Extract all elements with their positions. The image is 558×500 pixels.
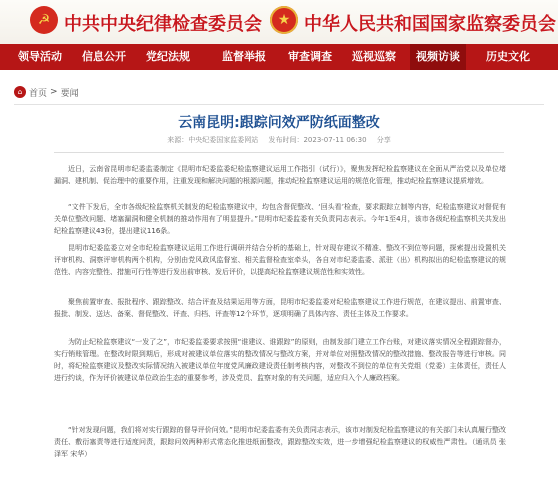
nav-item-inspection[interactable]: 巡视巡察: [352, 50, 396, 63]
article-source: 来源：中央纪委国家监委网站: [167, 136, 259, 144]
article-title: 云南昆明:跟踪问效严防纸面整改: [178, 115, 380, 131]
nav-item-disclosure[interactable]: 信息公开: [82, 50, 126, 63]
article-paragraph-6: “针对发现问题，我们将对实行跟踪的督导评价问效。”昆明市纪委监委有关负责同志表示，该市对制发纪检监察建议的有关部门未认真履行整改责任、敷衍塞责等进行适度问责，跟踪问效两种形式常态化推进纸面整改，跟踪整改实效，进一步增强纪检监察建议的权威性严肃性。（通讯员 张泽军 宋华）: [54, 426, 506, 458]
article-paragraph-3: 昆明市纪委监委立对全市纪检监察建议运用工作进行调研并结合分析的基础上，针对现存建议不精准、整改不到位等问题，探索提出设置机关评审机构、洞察评审机构两个机构，分别由党风政风监督室、相关监督检查室牵头，各自对市纪委监委、派驻（出）机构拟出的纪检监察建议的规范性、内容完整性、措施可行性等进行发出前审核、发后评价，以提高纪检监察建议规范性和实效性。: [54, 244, 506, 276]
main-nav: [0, 44, 558, 70]
article-paragraph-5: 为防止纪检监察建议“一发了之”，市纪委监委要求按照“谁建议、谁跟踪”的原则，由制发部门建立工作台账，对建议落实情况全程跟踪督办，实行销账管理。在整改时限到期后，形成对被建议单位落实的整改情况与整改方案，并对单位对照整改情况的整改措施、整改报告等进行审核。同时，将纪检监察建议及整改实际情况纳入被建议单位年度党风廉政建设责任制考核内容，对整改不到位的单位有关党组（党委）主体责任，责任人进行约谈，作为评价被建议单位政治生态的重要参考，涉及党员、监察对象的有关问题，适应归入个人廉政档案。: [54, 338, 506, 382]
article-meta: [0, 135, 558, 145]
home-icon[interactable]: ⌂: [14, 86, 26, 98]
title-divider: [54, 152, 504, 153]
cpc-emblem-icon[interactable]: ☭: [30, 6, 58, 34]
article-date: 发布时间：2023-07-11 06:30: [268, 136, 367, 144]
article-paragraph-2: “文件下发后，全市各级纪检监察机关制发的纪检监察建议中，均包含督促整改、‘回头看’检查，要求跟踪立制等内容，纪检监察建议对督促有关单位整改问题、堵塞漏洞和健全机制的推动作用有了明显提升。”昆明市纪委监委有关负责同志表示。今年1至4月，该市各级纪检监察机关共发出纪检监察建议43份，提出建议116条。: [54, 203, 506, 235]
breadcrumb: [14, 84, 79, 100]
nav-item-leadership[interactable]: 领导活动: [18, 50, 62, 63]
masthead: [0, 0, 558, 44]
national-emblem-icon[interactable]: ★: [270, 6, 298, 34]
breadcrumb-home[interactable]: 首页: [29, 88, 48, 99]
ccdi-title[interactable]: 中共中央纪律检查委员会: [64, 14, 262, 35]
share-link[interactable]: 分享: [376, 136, 391, 144]
nav-item-reporting[interactable]: 监督举报: [222, 50, 266, 63]
article-paragraph-4: 聚焦前置审查、报批程序、跟踪整改、结合评查及结果运用等方面，昆明市纪委监委对纪检监察建议工作进行规范，在建议提出、前置审查、报批、制发、送达、备案、督促整改、评查、归档、评查等12个环节，逐项明确了具体内容、责任主体及工作要求。: [54, 298, 506, 318]
breadcrumb-section[interactable]: 要闻: [60, 88, 79, 99]
nsc-title[interactable]: 中华人民共和国国家监察委员会: [304, 14, 556, 35]
nav-item-regulations[interactable]: 党纪法规: [146, 50, 190, 63]
nav-item-video[interactable]: 视频访谈: [410, 44, 466, 70]
nav-item-history[interactable]: 历史文化: [486, 50, 530, 63]
nav-item-investigation[interactable]: 审查调查: [288, 50, 332, 63]
article-paragraph-1: 近日，云南省昆明市纪委监委制定《昆明市纪委监委纪检监察建议运用工作指引（试行）》，聚焦发挥纪检监察建议在全面从严治党以及单位堵漏洞、建机制、促治理中的重要作用，注重发现和解决问题的根源问题，推动纪检监察建议运用的规范化管理，推动纪检监察建议提质增效。: [54, 165, 506, 185]
breadcrumb-separator: >: [50, 87, 58, 97]
breadcrumb-divider: [14, 104, 544, 105]
